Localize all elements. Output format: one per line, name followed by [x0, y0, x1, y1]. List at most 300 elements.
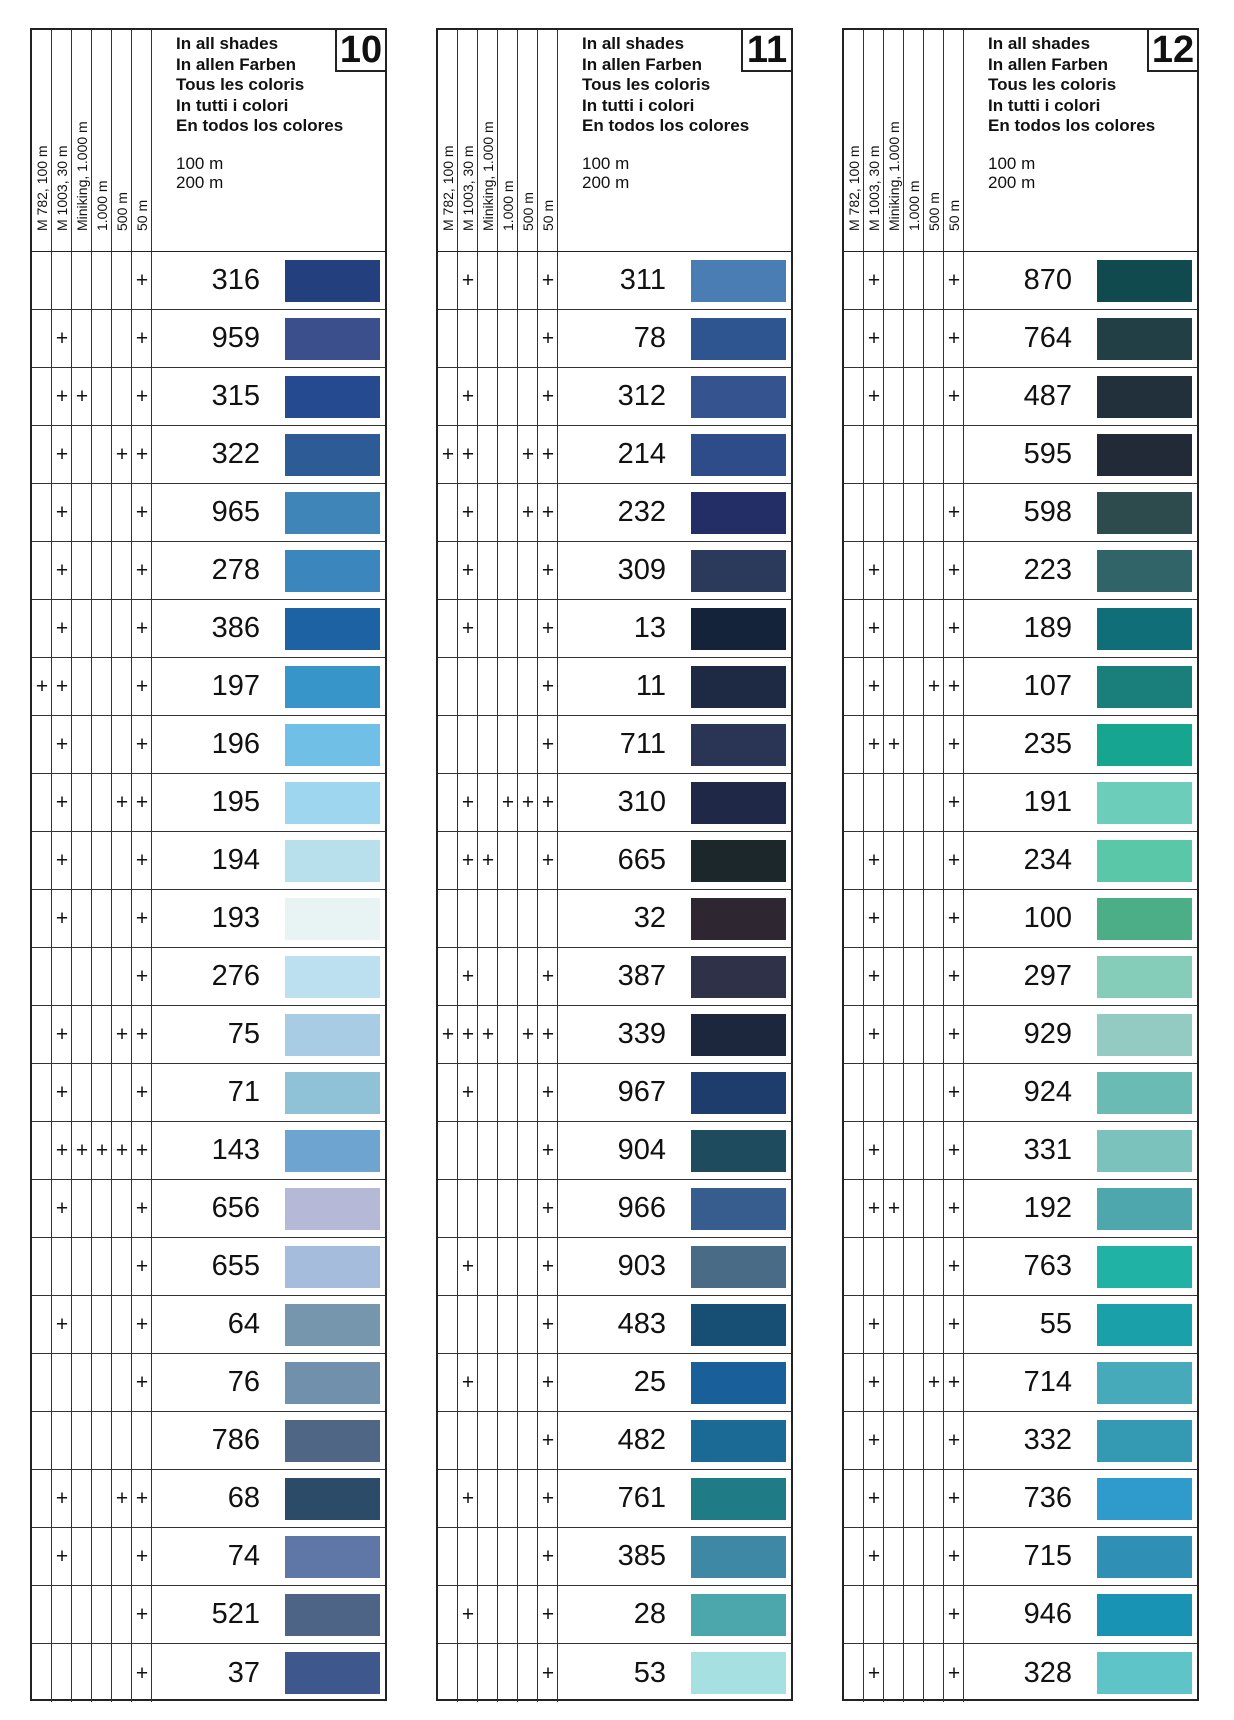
color-swatch	[1097, 1478, 1192, 1520]
column-header-1	[52, 30, 72, 251]
column-divider	[91, 426, 92, 483]
color-swatch	[1097, 608, 1192, 650]
shade-row	[844, 1354, 1197, 1412]
availability-mark: +	[541, 1429, 555, 1452]
column-divider	[517, 1528, 518, 1585]
shade-row	[32, 1528, 385, 1586]
column-divider	[91, 484, 92, 541]
shade-text-line: Tous les coloris	[988, 75, 1117, 94]
column-header-4	[924, 30, 944, 251]
column-divider	[923, 1180, 924, 1237]
card-number-badge: 11	[741, 28, 793, 72]
shade-row	[438, 890, 791, 948]
color-swatch	[285, 1594, 380, 1636]
column-divider	[51, 1412, 52, 1469]
shade-code: 946	[1023, 1598, 1072, 1630]
shade-row	[438, 368, 791, 426]
availability-mark: +	[867, 385, 881, 408]
availability-mark: +	[947, 1603, 961, 1626]
shade-text	[582, 34, 749, 137]
shade-row	[32, 1296, 385, 1354]
color-swatch	[285, 1072, 380, 1114]
shade-text	[988, 34, 1155, 137]
column-divider	[91, 658, 92, 715]
column-header-label: 1.000 m	[94, 180, 110, 231]
column-divider	[457, 1412, 458, 1469]
color-swatch	[285, 666, 380, 708]
availability-mark: +	[75, 1139, 89, 1162]
shade-code: 763	[1023, 1250, 1072, 1282]
color-swatch	[691, 898, 786, 940]
color-swatch	[1097, 318, 1192, 360]
shade-code: 656	[211, 1192, 260, 1224]
shade-code: 192	[1023, 1192, 1072, 1224]
availability-mark: +	[135, 1139, 149, 1162]
column-header-1	[864, 30, 884, 251]
availability-mark: +	[481, 849, 495, 872]
column-divider	[111, 542, 112, 599]
shade-row	[438, 716, 791, 774]
shade-text-line: En todos los colores	[988, 116, 1156, 135]
availability-mark: +	[927, 1371, 941, 1394]
column-divider	[111, 1644, 112, 1702]
color-swatch	[1097, 434, 1192, 476]
availability-mark: +	[947, 269, 961, 292]
availability-mark: +	[135, 385, 149, 408]
availability-mark: +	[75, 385, 89, 408]
column-divider	[111, 658, 112, 715]
color-swatch	[1097, 724, 1192, 766]
shade-row	[844, 890, 1197, 948]
column-divider	[71, 1644, 72, 1702]
column-divider	[923, 310, 924, 367]
availability-mark: +	[867, 675, 881, 698]
availability-mark: +	[135, 1545, 149, 1568]
column-divider	[477, 716, 478, 773]
availability-mark: +	[867, 1487, 881, 1510]
shade-row	[438, 1006, 791, 1064]
shade-row	[438, 252, 791, 310]
shade-row	[844, 948, 1197, 1006]
column-divider	[903, 1586, 904, 1643]
color-swatch	[691, 260, 786, 302]
column-divider	[923, 1412, 924, 1469]
shade-code: 714	[1023, 1366, 1072, 1398]
column-divider	[457, 1296, 458, 1353]
availability-mark: +	[541, 1545, 555, 1568]
shade-code: 736	[1023, 1482, 1072, 1514]
column-divider	[91, 542, 92, 599]
length-option: 100 m	[582, 154, 630, 173]
shade-row	[32, 426, 385, 484]
column-divider	[497, 948, 498, 1005]
shade-text-line: In all shades	[176, 34, 279, 53]
color-swatch	[285, 550, 380, 592]
shade-code: 223	[1023, 554, 1072, 586]
color-swatch	[1097, 1536, 1192, 1578]
shade-code: 71	[227, 1076, 260, 1108]
availability-mark: +	[541, 1139, 555, 1162]
column-divider	[71, 1354, 72, 1411]
shade-row	[844, 1470, 1197, 1528]
shade-code: 37	[227, 1656, 260, 1689]
column-header-0	[32, 30, 52, 251]
shade-code: 11	[635, 670, 666, 702]
shade-code: 386	[211, 612, 260, 644]
shade-row	[844, 1528, 1197, 1586]
color-swatch	[1097, 1072, 1192, 1114]
shade-code: 232	[617, 496, 666, 528]
availability-mark: +	[55, 443, 69, 466]
length-option: 100 m	[176, 154, 224, 173]
card-number-badge: 10	[335, 28, 387, 72]
shade-code: 78	[633, 322, 666, 354]
availability-mark: +	[55, 1139, 69, 1162]
column-divider	[923, 774, 924, 831]
column-divider	[71, 948, 72, 1005]
column-divider	[457, 1528, 458, 1585]
shade-code: 297	[1023, 960, 1072, 992]
column-divider	[477, 658, 478, 715]
shade-row	[32, 252, 385, 310]
column-header-5	[538, 30, 558, 251]
shade-code: 786	[211, 1424, 260, 1456]
column-divider	[91, 1006, 92, 1063]
column-divider	[497, 890, 498, 947]
column-divider	[111, 1412, 112, 1469]
availability-mark: +	[541, 675, 555, 698]
color-swatch	[285, 434, 380, 476]
column-divider	[517, 1122, 518, 1179]
color-swatch	[285, 1304, 380, 1346]
shade-code: 53	[633, 1656, 666, 1689]
availability-mark: +	[115, 1487, 129, 1510]
color-swatch	[1097, 956, 1192, 998]
shade-row	[844, 1412, 1197, 1470]
column-divider	[863, 774, 864, 831]
color-swatch	[691, 376, 786, 418]
column-divider	[131, 1412, 132, 1469]
shade-row	[438, 542, 791, 600]
shade-row	[32, 600, 385, 658]
shade-code: 278	[211, 554, 260, 586]
availability-mark: +	[461, 443, 475, 466]
shade-row	[32, 658, 385, 716]
color-swatch	[285, 724, 380, 766]
availability-mark: +	[135, 269, 149, 292]
column-divider	[923, 1528, 924, 1585]
availability-mark: +	[541, 1023, 555, 1046]
shade-code: 967	[617, 1076, 666, 1108]
shade-code: 966	[617, 1192, 666, 1224]
availability-mark: +	[461, 1023, 475, 1046]
shade-code: 959	[211, 322, 260, 354]
column-divider	[497, 1412, 498, 1469]
availability-mark: +	[947, 1139, 961, 1162]
availability-mark: +	[55, 501, 69, 524]
availability-mark: +	[541, 1603, 555, 1626]
availability-mark: +	[867, 1545, 881, 1568]
color-swatch	[285, 840, 380, 882]
availability-mark: +	[135, 849, 149, 872]
column-divider	[497, 1586, 498, 1643]
column-divider	[497, 1122, 498, 1179]
shade-row	[32, 890, 385, 948]
column-divider	[477, 1644, 478, 1702]
column-divider	[91, 1238, 92, 1295]
availability-mark: +	[947, 559, 961, 582]
shade-row	[438, 1412, 791, 1470]
column-divider	[91, 1586, 92, 1643]
shade-text-line: In all shades	[582, 34, 685, 53]
availability-mark: +	[135, 1603, 149, 1626]
availability-mark: +	[55, 1081, 69, 1104]
column-header-3	[904, 30, 924, 251]
column-divider	[91, 1064, 92, 1121]
column-divider	[111, 1354, 112, 1411]
column-divider	[91, 716, 92, 773]
column-divider	[883, 1586, 884, 1643]
shade-code: 100	[1023, 902, 1072, 934]
column-divider	[91, 1470, 92, 1527]
shade-code: 32	[633, 902, 666, 934]
column-divider	[497, 1528, 498, 1585]
color-swatch	[1097, 1652, 1192, 1694]
column-divider	[863, 1064, 864, 1121]
availability-mark: +	[55, 1197, 69, 1220]
shade-row	[844, 1586, 1197, 1644]
shade-code: 711	[619, 728, 666, 760]
availability-mark: +	[461, 1487, 475, 1510]
shade-row	[32, 1412, 385, 1470]
column-divider	[903, 1296, 904, 1353]
column-divider	[497, 716, 498, 773]
column-header-label: M 782, 100 m	[846, 145, 862, 231]
availability-mark: +	[521, 1023, 535, 1046]
shade-code: 487	[1023, 380, 1072, 412]
availability-mark: +	[947, 675, 961, 698]
shade-row	[844, 484, 1197, 542]
column-divider	[517, 310, 518, 367]
color-swatch	[285, 1478, 380, 1520]
column-divider	[51, 1238, 52, 1295]
availability-mark: +	[461, 1255, 475, 1278]
column-divider	[497, 1064, 498, 1121]
column-divider	[91, 310, 92, 367]
column-divider	[903, 1412, 904, 1469]
column-divider	[91, 252, 92, 309]
availability-mark: +	[887, 1197, 901, 1220]
column-divider	[477, 890, 478, 947]
availability-mark: +	[947, 1487, 961, 1510]
availability-mark: +	[947, 907, 961, 930]
color-swatch	[1097, 1014, 1192, 1056]
shade-code: 924	[1023, 1076, 1072, 1108]
shade-code: 310	[617, 786, 666, 818]
column-divider	[863, 1238, 864, 1295]
shade-row	[438, 484, 791, 542]
shade-text-line: In allen Farben	[176, 54, 296, 74]
column-divider	[903, 310, 904, 367]
availability-mark: +	[541, 501, 555, 524]
column-divider	[111, 1238, 112, 1295]
column-divider	[517, 252, 518, 309]
column-divider	[883, 1064, 884, 1121]
length-option: 200 m	[988, 173, 1036, 192]
availability-mark: +	[867, 1197, 881, 1220]
column-header-4	[518, 30, 538, 251]
availability-mark: +	[947, 1545, 961, 1568]
shade-code: 189	[1023, 612, 1072, 644]
shade-code: 482	[617, 1424, 666, 1456]
column-header-label: Miniking, 1.000 m	[480, 121, 496, 231]
shade-code: 68	[227, 1482, 260, 1514]
column-divider	[903, 1528, 904, 1585]
availability-mark: +	[521, 443, 535, 466]
shade-row	[32, 1586, 385, 1644]
column-header-1	[458, 30, 478, 251]
column-divider	[497, 426, 498, 483]
availability-mark: +	[541, 559, 555, 582]
color-swatch	[691, 492, 786, 534]
column-divider	[557, 890, 558, 947]
column-divider	[51, 1354, 52, 1411]
shade-row	[438, 1064, 791, 1122]
shade-row	[32, 948, 385, 1006]
column-header-label: 500 m	[520, 192, 536, 231]
color-swatch	[285, 782, 380, 824]
availability-mark: +	[541, 733, 555, 756]
color-swatch	[1097, 1594, 1192, 1636]
column-divider	[111, 716, 112, 773]
column-divider	[497, 1644, 498, 1702]
availability-mark: +	[947, 791, 961, 814]
availability-mark: +	[541, 965, 555, 988]
color-swatch	[285, 492, 380, 534]
availability-mark: +	[135, 501, 149, 524]
availability-mark: +	[461, 1081, 475, 1104]
column-divider	[517, 1586, 518, 1643]
shade-row	[438, 1122, 791, 1180]
availability-mark: +	[115, 443, 129, 466]
shade-card-2	[842, 28, 1199, 1701]
shade-row	[844, 1180, 1197, 1238]
availability-mark: +	[135, 791, 149, 814]
column-divider	[903, 774, 904, 831]
column-divider	[923, 600, 924, 657]
column-divider	[943, 426, 944, 483]
availability-mark: +	[867, 733, 881, 756]
shade-code: 385	[617, 1540, 666, 1572]
color-swatch	[691, 1072, 786, 1114]
column-divider	[903, 1354, 904, 1411]
column-divider	[923, 484, 924, 541]
availability-mark: +	[55, 327, 69, 350]
shade-rows	[32, 252, 385, 1702]
column-divider	[477, 1122, 478, 1179]
availability-mark: +	[867, 1371, 881, 1394]
color-swatch	[691, 1130, 786, 1172]
column-header-label: 50 m	[134, 199, 150, 231]
color-swatch	[285, 376, 380, 418]
column-divider	[91, 832, 92, 889]
shade-row	[438, 310, 791, 368]
column-divider	[457, 658, 458, 715]
shade-code: 328	[1023, 1656, 1072, 1689]
shade-row	[438, 1470, 791, 1528]
availability-mark: +	[521, 501, 535, 524]
availability-mark: +	[501, 791, 515, 814]
column-divider	[517, 1064, 518, 1121]
availability-mark: +	[541, 1197, 555, 1220]
column-divider	[457, 310, 458, 367]
availability-mark: +	[135, 675, 149, 698]
availability-mark: +	[541, 269, 555, 292]
availability-mark: +	[55, 1487, 69, 1510]
color-swatch	[691, 1246, 786, 1288]
shade-row	[438, 658, 791, 716]
availability-mark: +	[947, 733, 961, 756]
shade-row	[438, 426, 791, 484]
availability-mark: +	[135, 617, 149, 640]
column-divider	[923, 1238, 924, 1295]
availability-mark: +	[867, 1429, 881, 1452]
shade-code: 715	[1023, 1540, 1072, 1572]
shade-rows	[438, 252, 791, 1702]
column-header-label: M 1003, 30 m	[460, 145, 476, 231]
shade-row	[32, 1122, 385, 1180]
column-divider	[923, 252, 924, 309]
availability-mark: +	[867, 269, 881, 292]
column-header-label: 500 m	[114, 192, 130, 231]
shade-row	[32, 1354, 385, 1412]
column-header-label: 1.000 m	[500, 180, 516, 231]
availability-mark: +	[55, 733, 69, 756]
shade-row	[32, 1006, 385, 1064]
availability-mark: +	[95, 1139, 109, 1162]
availability-mark: +	[541, 443, 555, 466]
availability-mark: +	[947, 1255, 961, 1278]
column-divider	[517, 1412, 518, 1469]
column-divider	[497, 1354, 498, 1411]
availability-mark: +	[541, 1255, 555, 1278]
shade-card-1	[436, 28, 793, 1701]
color-swatch	[1097, 898, 1192, 940]
shade-row	[844, 716, 1197, 774]
length-list	[176, 154, 223, 192]
column-header-5	[132, 30, 152, 251]
shade-row	[844, 1238, 1197, 1296]
shade-code: 64	[227, 1308, 260, 1340]
column-divider	[71, 1586, 72, 1643]
shade-code: 13	[633, 612, 666, 644]
availability-mark: +	[541, 1371, 555, 1394]
column-divider	[497, 1238, 498, 1295]
shade-code: 143	[211, 1134, 260, 1166]
shade-code: 339	[617, 1018, 666, 1050]
column-header-label: M 782, 100 m	[440, 145, 456, 231]
color-swatch	[1097, 1246, 1192, 1288]
shade-code: 655	[211, 1250, 260, 1282]
column-divider	[903, 426, 904, 483]
column-header-3	[92, 30, 112, 251]
availability-mark: +	[135, 965, 149, 988]
shade-text-line: In allen Farben	[988, 54, 1108, 74]
column-divider	[111, 310, 112, 367]
column-divider	[883, 774, 884, 831]
length-list	[582, 154, 629, 192]
color-swatch	[1097, 1420, 1192, 1462]
